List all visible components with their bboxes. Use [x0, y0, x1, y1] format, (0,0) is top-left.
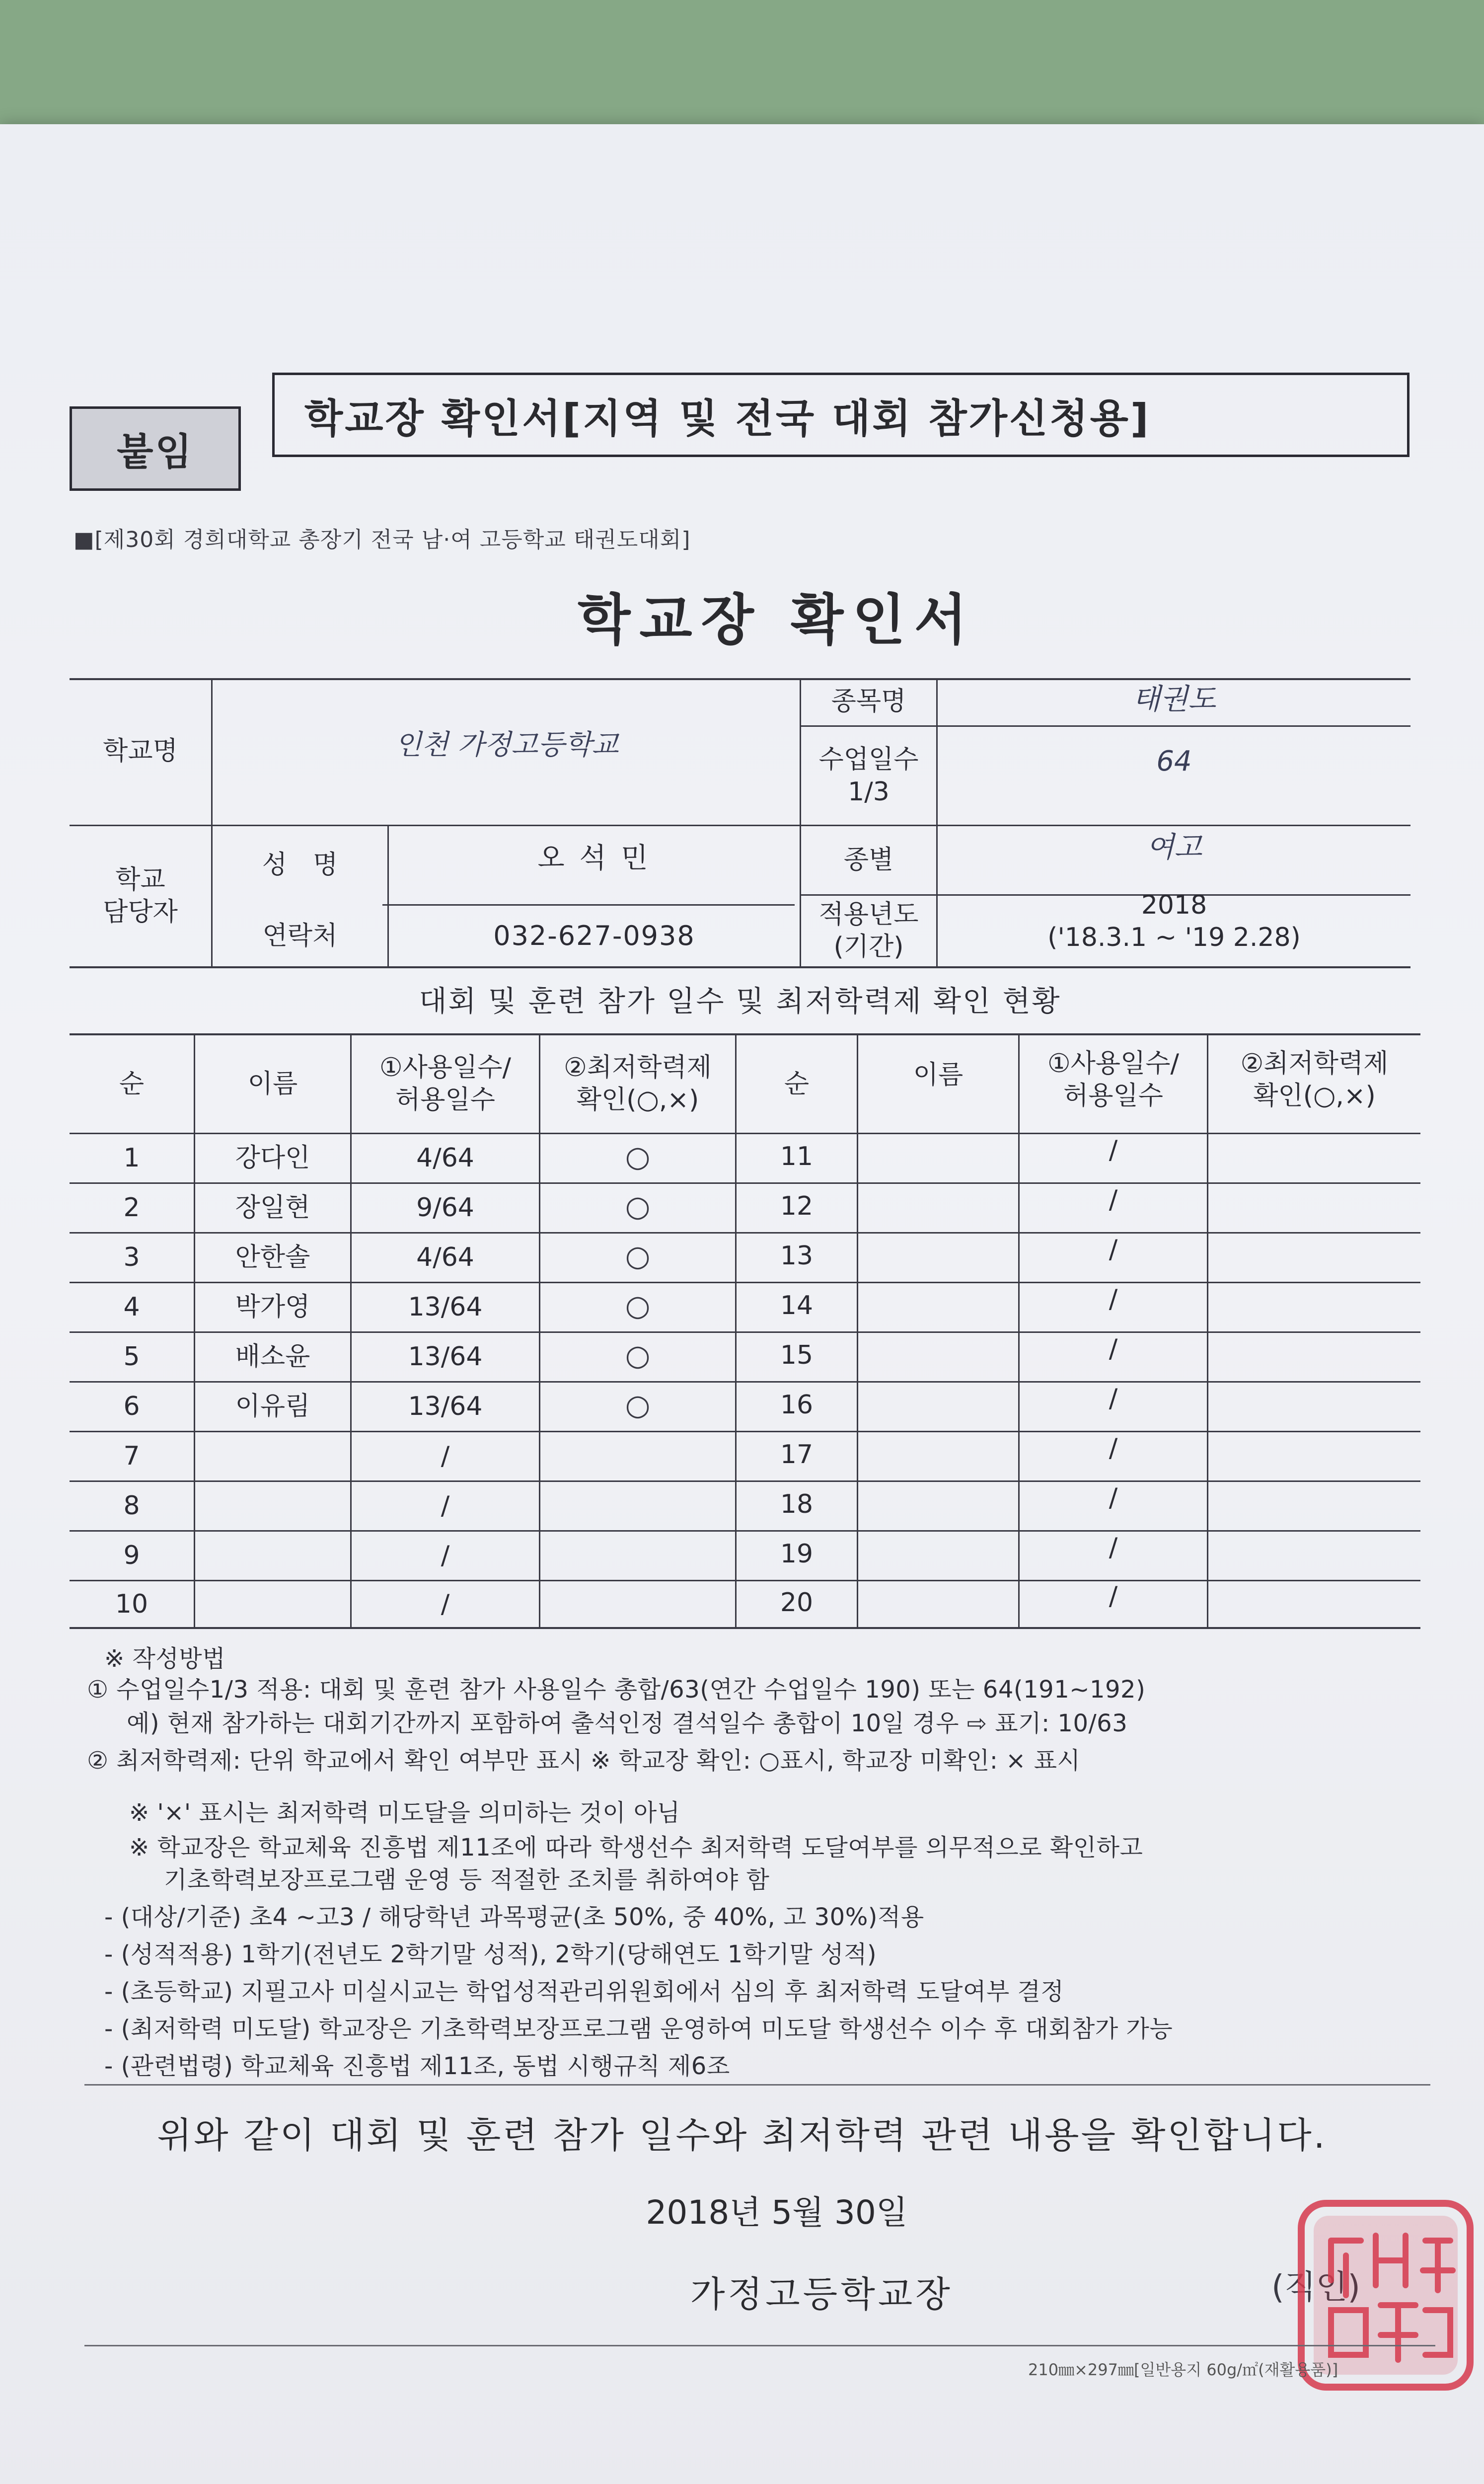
row-check [1208, 1383, 1420, 1427]
row-days: / [1109, 1135, 1118, 1165]
row-name: 안한솔 [235, 1242, 310, 1272]
row-no: 8 [123, 1491, 140, 1521]
row-no: 5 [123, 1342, 140, 1372]
row-name [858, 1383, 1018, 1427]
header-min-right [1208, 1035, 1420, 1125]
school-days-label-line1: 수업일수 [818, 744, 919, 775]
row-days: / [1109, 1433, 1118, 1463]
row-days: / [1109, 1581, 1118, 1611]
manager-label-line2: 담당자 [103, 897, 178, 927]
form-title-box [272, 373, 1410, 457]
school-value: 인천 가정고등학교 [394, 729, 619, 761]
row-name [858, 1432, 1018, 1477]
header-days-line1: ①사용일수/ [379, 1053, 512, 1083]
row-no: 11 [780, 1141, 814, 1171]
row-name: 이유림 [235, 1392, 310, 1421]
row-no: 9 [123, 1541, 140, 1570]
header-name-right: 이름 [913, 1060, 964, 1090]
row-check: ○ [625, 1288, 651, 1322]
note-line: - (관련법령) 학교체육 진흥법 제11조, 동법 시행규칙 제6조 [104, 2052, 730, 2080]
school-label: 학교명 [103, 736, 178, 766]
row-check: ○ [625, 1338, 651, 1372]
row-no: 17 [780, 1439, 814, 1470]
name-label: 성 명 [262, 850, 338, 880]
row-check [1208, 1184, 1420, 1229]
row-no: 7 [123, 1441, 140, 1471]
header-min-left [540, 1035, 735, 1133]
row-name: 장일현 [235, 1193, 310, 1223]
row-name [858, 1234, 1018, 1278]
row-days: / [441, 1441, 450, 1471]
gender-label: 종별 [843, 845, 894, 875]
row-no: 15 [780, 1340, 814, 1370]
note-line: - (성적적용) 1학기(전년도 2학기말 성적), 2학기(당해연도 1학기말 성적) [104, 1941, 877, 1968]
row-days: 4/64 [416, 1242, 474, 1272]
header-days-line2: 허용일수 [395, 1085, 495, 1115]
confirmation-statement: 위와 같이 대회 및 훈련 참가 일수와 최저학력 관련 내용을 확인합니다. [157, 2114, 1327, 2156]
row-days: / [441, 1541, 450, 1570]
row-days: / [1109, 1532, 1118, 1562]
header-days-right [1020, 1035, 1207, 1125]
event-label: 종목명 [831, 687, 906, 716]
row-days: / [1109, 1284, 1118, 1314]
row-check [540, 1482, 735, 1527]
notes-heading: ※ 작성방법 [104, 1645, 225, 1673]
row-name: 박가영 [235, 1292, 310, 1322]
header-no-left: 순 [119, 1069, 145, 1099]
row-days: / [1109, 1184, 1118, 1215]
row-check [1208, 1482, 1420, 1527]
row-no: 19 [780, 1539, 814, 1569]
manager-label [70, 826, 211, 966]
row-days: / [1109, 1383, 1118, 1413]
year-value-line1: 2018 [1141, 890, 1207, 920]
year-label [801, 896, 936, 966]
row-no: 2 [123, 1193, 140, 1223]
note-line: - (최저학력 미도달) 학교장은 기초학력보장프로그램 운영하여 미도달 학생선수 이수 후 대회참가 가능 [104, 2015, 1173, 2043]
row-days: / [441, 1491, 450, 1521]
note-line: ※ 학교장은 학교체육 진흥법 제11조에 따라 학생선수 최저학력 도달여부를 의무적으로 확인하고 [129, 1834, 1143, 1862]
row-name [195, 1581, 350, 1627]
row-check [1208, 1432, 1420, 1477]
row-name [858, 1134, 1018, 1179]
row-check [1208, 1283, 1420, 1328]
row-check: ○ [625, 1388, 651, 1422]
row-no: 14 [780, 1290, 814, 1320]
year-value [938, 884, 1410, 959]
paper-spec: 210㎜×297㎜[일반용지 60g/㎡(재활용품)] [1028, 2360, 1338, 2379]
header-min-line1: ②최저학력제 [564, 1053, 712, 1083]
note-line: - (대상/기준) 초4 ~고3 / 해당학년 과목평균(초 50%, 중 40%, 고 30%)적용 [104, 1903, 924, 1931]
header-no-right: 순 [784, 1069, 810, 1099]
note-line: 예) 현재 참가하는 대회기간까지 포함하여 출석인정 결석일수 총합이 10일 경우 ⇨ 표기: 10/63 [127, 1709, 1128, 1737]
row-days: 13/64 [408, 1342, 483, 1372]
header-days-line1: ①사용일수/ [1047, 1049, 1180, 1079]
year-value-line2: ('18.3.1 ~ '19 2.28) [1047, 923, 1301, 952]
row-no: 16 [780, 1390, 814, 1420]
row-check: ○ [625, 1239, 651, 1273]
row-days: 13/64 [408, 1292, 483, 1322]
row-no: 12 [780, 1191, 814, 1221]
row-name: 배소윤 [235, 1342, 310, 1372]
row-days: 13/64 [408, 1392, 483, 1421]
contact-label: 연락처 [262, 921, 338, 951]
row-check [1208, 1532, 1420, 1576]
row-name [858, 1333, 1018, 1378]
row-days: 4/64 [416, 1143, 474, 1173]
school-days-label [801, 727, 936, 825]
document-title: 학교장 확인서 [578, 588, 976, 652]
note-line: - (초등학교) 지필고사 미실시교는 학업성적관리위원회에서 심의 후 최저학력 도달여부 결정 [104, 1978, 1064, 2006]
row-name [195, 1432, 350, 1480]
row-check [540, 1432, 735, 1477]
name-value: 오 석 민 [537, 842, 651, 874]
row-check [1208, 1581, 1420, 1624]
year-label-line2: (기간) [833, 932, 904, 962]
header-min-line2: 확인(○,×) [576, 1085, 699, 1115]
row-days: / [1109, 1482, 1118, 1513]
row-days: / [1109, 1234, 1118, 1264]
row-no: 13 [780, 1241, 814, 1271]
row-days: / [1109, 1333, 1118, 1364]
school-days-value: 64 [1156, 745, 1192, 777]
row-no: 10 [115, 1589, 148, 1619]
header-days-line2: 허용일수 [1063, 1081, 1163, 1111]
header-days-left [352, 1035, 539, 1133]
row-name [858, 1482, 1018, 1527]
row-name: 강다인 [235, 1143, 310, 1173]
row-check [1208, 1234, 1420, 1278]
row-check [540, 1532, 735, 1576]
footer-divider [84, 2345, 1435, 2346]
table-section-title: 대회 및 훈련 참가 일수 및 최저학력제 확인 현황 [419, 984, 1061, 1018]
note-line: ※ '×' 표시는 최저학력 미도달을 의미하는 것이 아님 [129, 1799, 680, 1827]
row-days: / [441, 1589, 450, 1619]
header-min-line1: ②최저학력제 [1240, 1049, 1389, 1079]
row-no: 18 [780, 1489, 814, 1519]
issue-date: 2018년 5월 30일 [646, 2193, 908, 2232]
row-no: 1 [123, 1143, 140, 1173]
row-check [540, 1581, 735, 1626]
principal-title: 가정고등학교장 [690, 2273, 953, 2315]
school-days-label-line2: 1/3 [848, 776, 890, 807]
row-no: 6 [123, 1392, 140, 1421]
table-line-bottom [70, 1627, 1420, 1629]
row-check [1208, 1333, 1420, 1378]
contact-value: 032-627-0938 [493, 920, 695, 952]
row-name [195, 1482, 350, 1530]
info-line-bottom [70, 966, 1410, 968]
form-title: 학교장 확인서[지역 및 전국 대회 참가신청용] [304, 395, 1151, 442]
row-check: ○ [625, 1189, 651, 1223]
year-label-line1: 적용년도 [818, 900, 919, 930]
row-no: 4 [123, 1292, 140, 1322]
note-line: 기초학력보장프로그램 운영 등 적절한 조치를 취하여야 함 [164, 1866, 770, 1894]
manager-label-line1: 학교 [115, 865, 165, 895]
gender-value: 여고 [1146, 830, 1202, 864]
attachment-tag [70, 406, 241, 491]
header-name-left: 이름 [247, 1069, 298, 1099]
note-line: ② 최저학력제: 단위 학교에서 확인 여부만 표시 ※ 학교장 확인: ○표시, 학교장 미확인: × 표시 [87, 1747, 1081, 1775]
row-name [858, 1581, 1018, 1624]
notes-divider [84, 2084, 1430, 2086]
note-line: ① 수업일수1/3 적용: 대회 및 훈련 참가 사용일수 총합/63(연간 수업일수 190) 또는 64(191~192) [87, 1676, 1146, 1704]
seal-label: (직인) [1271, 2268, 1361, 2306]
row-name [195, 1532, 350, 1580]
competition-name: ■[제30회 경희대학교 총장기 전국 남·여 고등학교 태권도대회] [74, 527, 691, 552]
row-check [1208, 1134, 1420, 1179]
event-value: 태권도 [1132, 682, 1216, 716]
header-min-line2: 확인(○,×) [1253, 1081, 1376, 1111]
row-check: ○ [625, 1139, 651, 1173]
row-no: 20 [780, 1587, 814, 1618]
row-name [858, 1184, 1018, 1229]
row-no: 3 [123, 1242, 140, 1272]
row-days: 9/64 [416, 1193, 474, 1223]
row-name [858, 1532, 1018, 1576]
row-name [858, 1283, 1018, 1328]
attachment-tag-label: 붙임 [117, 429, 194, 474]
